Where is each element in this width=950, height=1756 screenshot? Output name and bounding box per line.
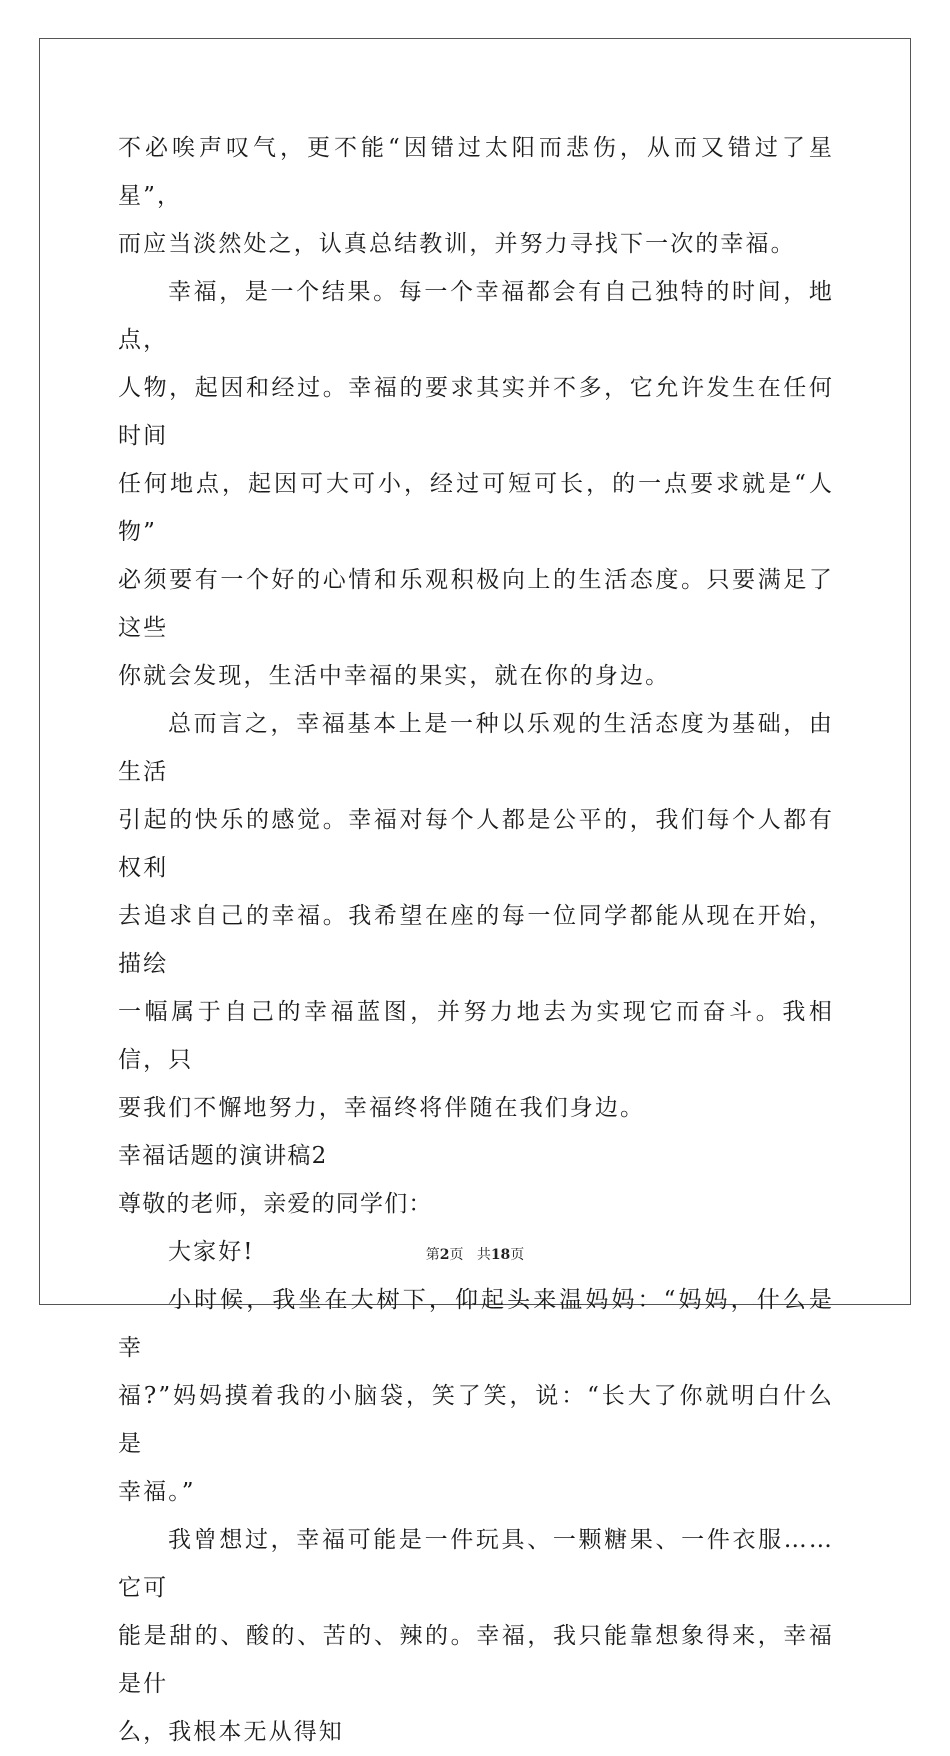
text-line: 福?”妈妈摸着我的小脑袋，笑了笑，说：“长大了你就明白什么是 [118,1383,834,1457]
text-line: 引起的快乐的感觉。幸福对每个人都是公平的，我们每个人都有权利 [118,807,834,881]
text-line: 小时候，我坐在大树下，仰起头来温妈妈：“妈妈，什么是幸 [118,1287,834,1361]
text-line: 幸福。” [118,1479,196,1505]
footer-total-prefix: 共 [476,1247,491,1263]
current-page-number: 2 [439,1247,450,1263]
footer-total-suffix: 页 [510,1247,525,1263]
document-body [118,124,834,1756]
text-line: 不必唉声叹气，更不能“因错过太阳而悲伤，从而又错过了星星”， [118,135,834,209]
greeting: 大家好! [168,1239,255,1265]
text-line: 你就会发现，生活中幸福的果实，就在你的身边。 [118,663,671,689]
text-line: 而应当淡然处之，认真总结教训，并努力寻找下一次的幸福。 [118,231,796,257]
text-line: 必须要有一个好的心情和乐观积极向上的生活态度。只要满足了这些 [118,567,834,641]
text-line: 幸福，是一个结果。每一个幸福都会有自己独特的时间，地点， [118,279,834,353]
paragraph-3 [118,700,834,1132]
total-page-count: 18 [490,1247,511,1263]
paragraph-2 [118,268,834,700]
text-line: 总而言之，幸福基本上是一种以乐观的生活态度为基础，由生活 [118,711,834,785]
text-line: 一幅属于自己的幸福蓝图，并努力地去为实现它而奋斗。我相信，只 [118,999,834,1073]
text-line: 去追求自己的幸福。我希望在座的每一位同学都能从现在开始，描绘 [118,903,834,977]
paragraph-5 [118,1516,834,1756]
text-line: 我曾想过，幸福可能是一件玩具、一颗糖果、一件衣服……它可 [118,1527,834,1601]
section-heading: 幸福话题的演讲稿2 [118,1143,328,1169]
paragraph-1 [118,124,834,268]
text-line: 要我们不懈地努力，幸福终将伴随在我们身边。 [118,1095,646,1121]
text-line: 么，我根本无从得知 [118,1719,344,1745]
salutation: 尊敬的老师，亲爱的同学们： [118,1191,433,1217]
footer-prefix: 第 [425,1247,440,1263]
paragraph-4 [118,1276,834,1516]
page-footer [0,1244,950,1264]
text-line: 能是甜的、酸的、苦的、辣的。幸福，我只能靠想象得来，幸福是什 [118,1623,834,1697]
text-line: 人物，起因和经过。幸福的要求其实并不多，它允许发生在任何时间 [118,375,834,449]
footer-page-suffix: 页 [449,1247,464,1263]
text-line: 任何地点，起因可大可小，经过可短可长，的一点要求就是“人物” [118,471,834,545]
